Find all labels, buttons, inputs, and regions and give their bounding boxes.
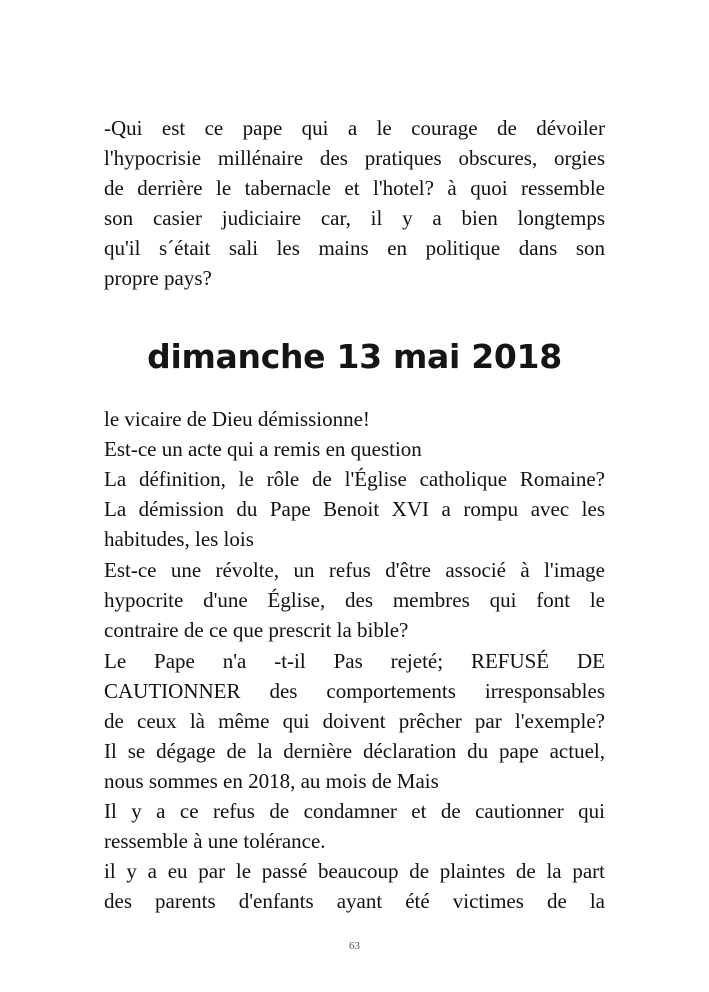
- text-line: des parents d'enfants ayant été victimes de la: [104, 889, 605, 913]
- text-line: Est-ce un acte qui a remis en question: [104, 437, 422, 461]
- text-line: qu'il s´était sali les mains en politique dans son: [104, 236, 605, 260]
- text-line: La démission du Pape Benoit XVI a rompu avec les: [104, 497, 605, 521]
- text-line: Il se dégage de la dernière déclaration du pape actuel,: [104, 739, 605, 763]
- text-line: La définition, le rôle de l'Église catholique Romaine?: [104, 467, 605, 491]
- text-line: ressemble à une tolérance.: [104, 829, 326, 853]
- text-line: il y a eu par le passé beaucoup de plaintes de la part: [104, 859, 605, 883]
- text-line: de derrière le tabernacle et l'hotel? à quoi ressemble: [104, 176, 605, 200]
- text-line: Est-ce une révolte, un refus d'être associé à l'image: [104, 558, 605, 582]
- text-line: l'hypocrisie millénaire des pratiques obscures, orgies: [104, 146, 605, 170]
- section-heading: dimanche 13 mai 2018: [147, 337, 562, 376]
- page-number: 63: [349, 940, 360, 952]
- text-line: habitudes, les lois: [104, 527, 254, 551]
- text-line: Il y a ce refus de condamner et de cautionner qui: [104, 799, 605, 823]
- text-line: de ceux là même qui doivent prêcher par l'exemple?: [104, 709, 605, 733]
- text-line: CAUTIONNER des comportements irresponsables: [104, 679, 605, 703]
- text-line: -Qui est ce pape qui a le courage de dévoiler: [104, 116, 605, 140]
- text-line: nous sommes en 2018, au mois de Mais: [104, 769, 439, 793]
- text-line: Le Pape n'a -t-il Pas rejeté; REFUSÉ DE: [104, 649, 605, 673]
- text-line: hypocrite d'une Église, des membres qui font le: [104, 588, 605, 612]
- text-line: contraire de ce que prescrit la bible?: [104, 618, 409, 642]
- text-line: le vicaire de Dieu démissionne!: [104, 407, 370, 431]
- text-line: son casier judiciaire car, il y a bien longtemps: [104, 206, 605, 230]
- text-line: propre pays?: [104, 266, 212, 290]
